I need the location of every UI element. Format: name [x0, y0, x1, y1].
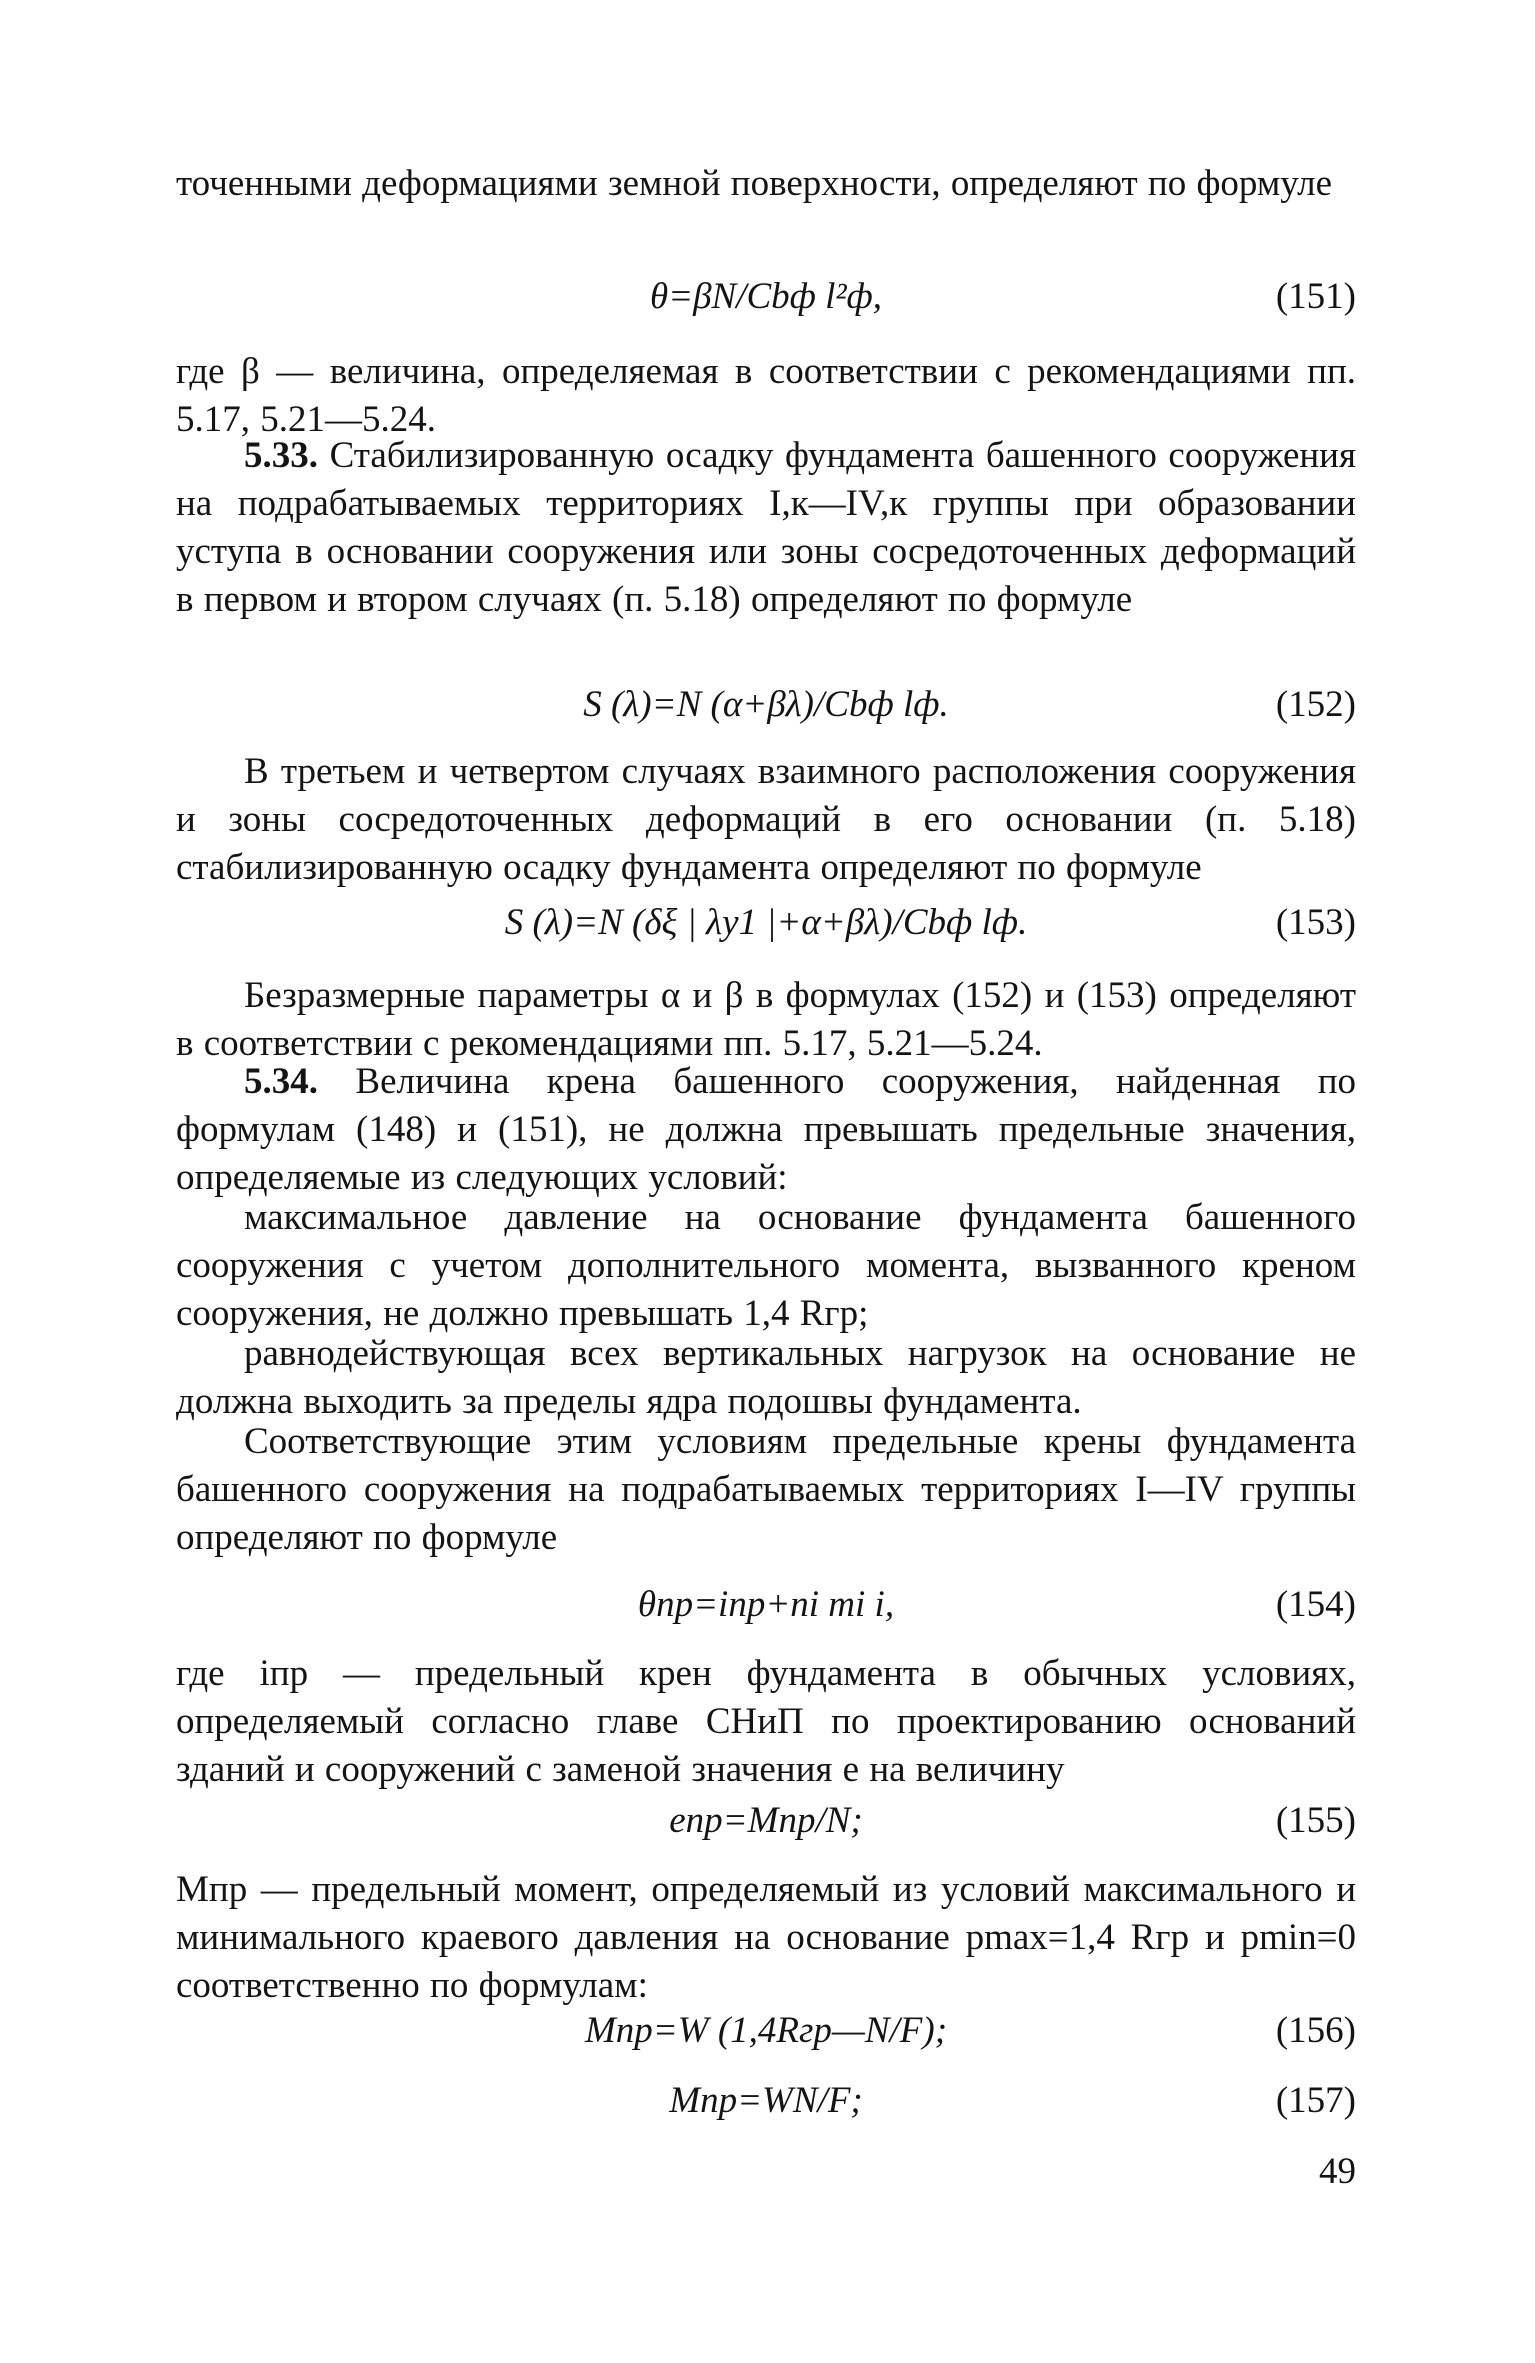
paragraph-condition-max-pressure: максимальное давление на основание фундамента башенного сооружения с учетом дополнительного момента, вызванного креном сооружения, не должно превышать 1,4 Rгр; — [176, 1197, 1356, 1334]
equation-155-number: (155) — [1275, 1800, 1356, 1841]
equation-153-number: (153) — [1275, 902, 1356, 943]
equation-152-formula: S (λ)=N (α+βλ)/Cbф lф. — [583, 684, 949, 725]
equation-151-formula: θ=βN/Cbф l²ф, — [649, 276, 883, 317]
equation-157 — [176, 2076, 1356, 2126]
paragraph-intro: точенными деформациями земной поверхности, определяют по формуле — [176, 163, 1333, 204]
equation-151-number: (151) — [1275, 276, 1356, 317]
equation-155-formula: eпр=Mпр/N; — [669, 1800, 863, 1841]
equation-157-formula: Mпр=WN/F; — [669, 2080, 863, 2121]
equation-156-number: (156) — [1275, 2010, 1356, 2051]
equation-156-formula: Mпр=W (1,4Rгр—N/F); — [584, 2010, 948, 2051]
equation-151 — [176, 272, 1356, 322]
paragraph-condition-resultant: равнодействующая всех вертикальных нагрузок на основание не должна выходить за пределы ядра подошвы фундамента. — [176, 1333, 1356, 1422]
equation-154 — [176, 1580, 1356, 1630]
paragraph-third-fourth-cases: В третьем и четвертом случаях взаимного расположения сооружения и зоны сосредоточенных деформаций в его основании (п. 5.18) стабилизированную осадку фундамента определяют по формуле — [176, 751, 1356, 888]
paragraph-5-33-text: Стабилизированную осадку фундамента башенного сооружения на подрабатываемых территориях I,к—IV,к группы при образовании уступа в основании сооружения или зоны сосредоточенных деформаций в первом и втором случаях (п. 5.18) определяют по формуле — [176, 435, 1356, 620]
equation-154-formula: θпр=iпр+ni mi i, — [637, 1584, 895, 1625]
equation-156 — [176, 2006, 1356, 2056]
paragraph-m-limit-definition: Mпр — предельный момент, определяемый из условий максимального и минимального краевого давления на основание pmax=1,4 Rгр и pmin=0 соответственно по формулам: — [176, 1869, 1356, 2006]
paragraph-5-34-text: Величина крена башенного сооружения, найденная по формулам (148) и (151), не должна превышать предельные значения, определяемые из следующих условий: — [176, 1061, 1356, 1198]
clause-number-5-34: 5.34. — [244, 1061, 318, 1102]
paragraph-limit-tilts: Соответствующие этим условиям предельные крены фундамента башенного сооружения на подрабатываемых территориях I—IV группы определяют по формуле — [176, 1421, 1356, 1558]
equation-153 — [176, 898, 1356, 948]
paragraph-i-limit-definition: где iпр — предельный крен фундамента в обычных условиях, определяемый согласно главе СНиП по проектированию оснований зданий и сооружений с заменой значения e на величину — [176, 1653, 1356, 1790]
paragraph-5-34 — [176, 1058, 1356, 1202]
paragraph-5-33 — [176, 432, 1356, 624]
equation-157-number: (157) — [1275, 2080, 1356, 2121]
equation-153-formula: S (λ)=N (δξ | λу1 |+α+βλ)/Cbф lф. — [504, 902, 1028, 943]
paragraph-dimensionless-params: Безразмерные параметры α и β в формулах (152) и (153) определяют в соответствии с рекомендациями пп. 5.17, 5.21—5.24. — [176, 975, 1356, 1064]
paragraph-beta-definition: где β — величина, определяемая в соответствии с рекомендациями пп. 5.17, 5.21—5.24. — [176, 351, 1356, 440]
equation-155 — [176, 1796, 1356, 1846]
equation-154-number: (154) — [1275, 1584, 1356, 1625]
equation-152-number: (152) — [1275, 684, 1356, 725]
page-number: 49 — [1319, 2151, 1356, 2192]
equation-152 — [176, 680, 1356, 730]
clause-number-5-33: 5.33. — [244, 435, 318, 476]
